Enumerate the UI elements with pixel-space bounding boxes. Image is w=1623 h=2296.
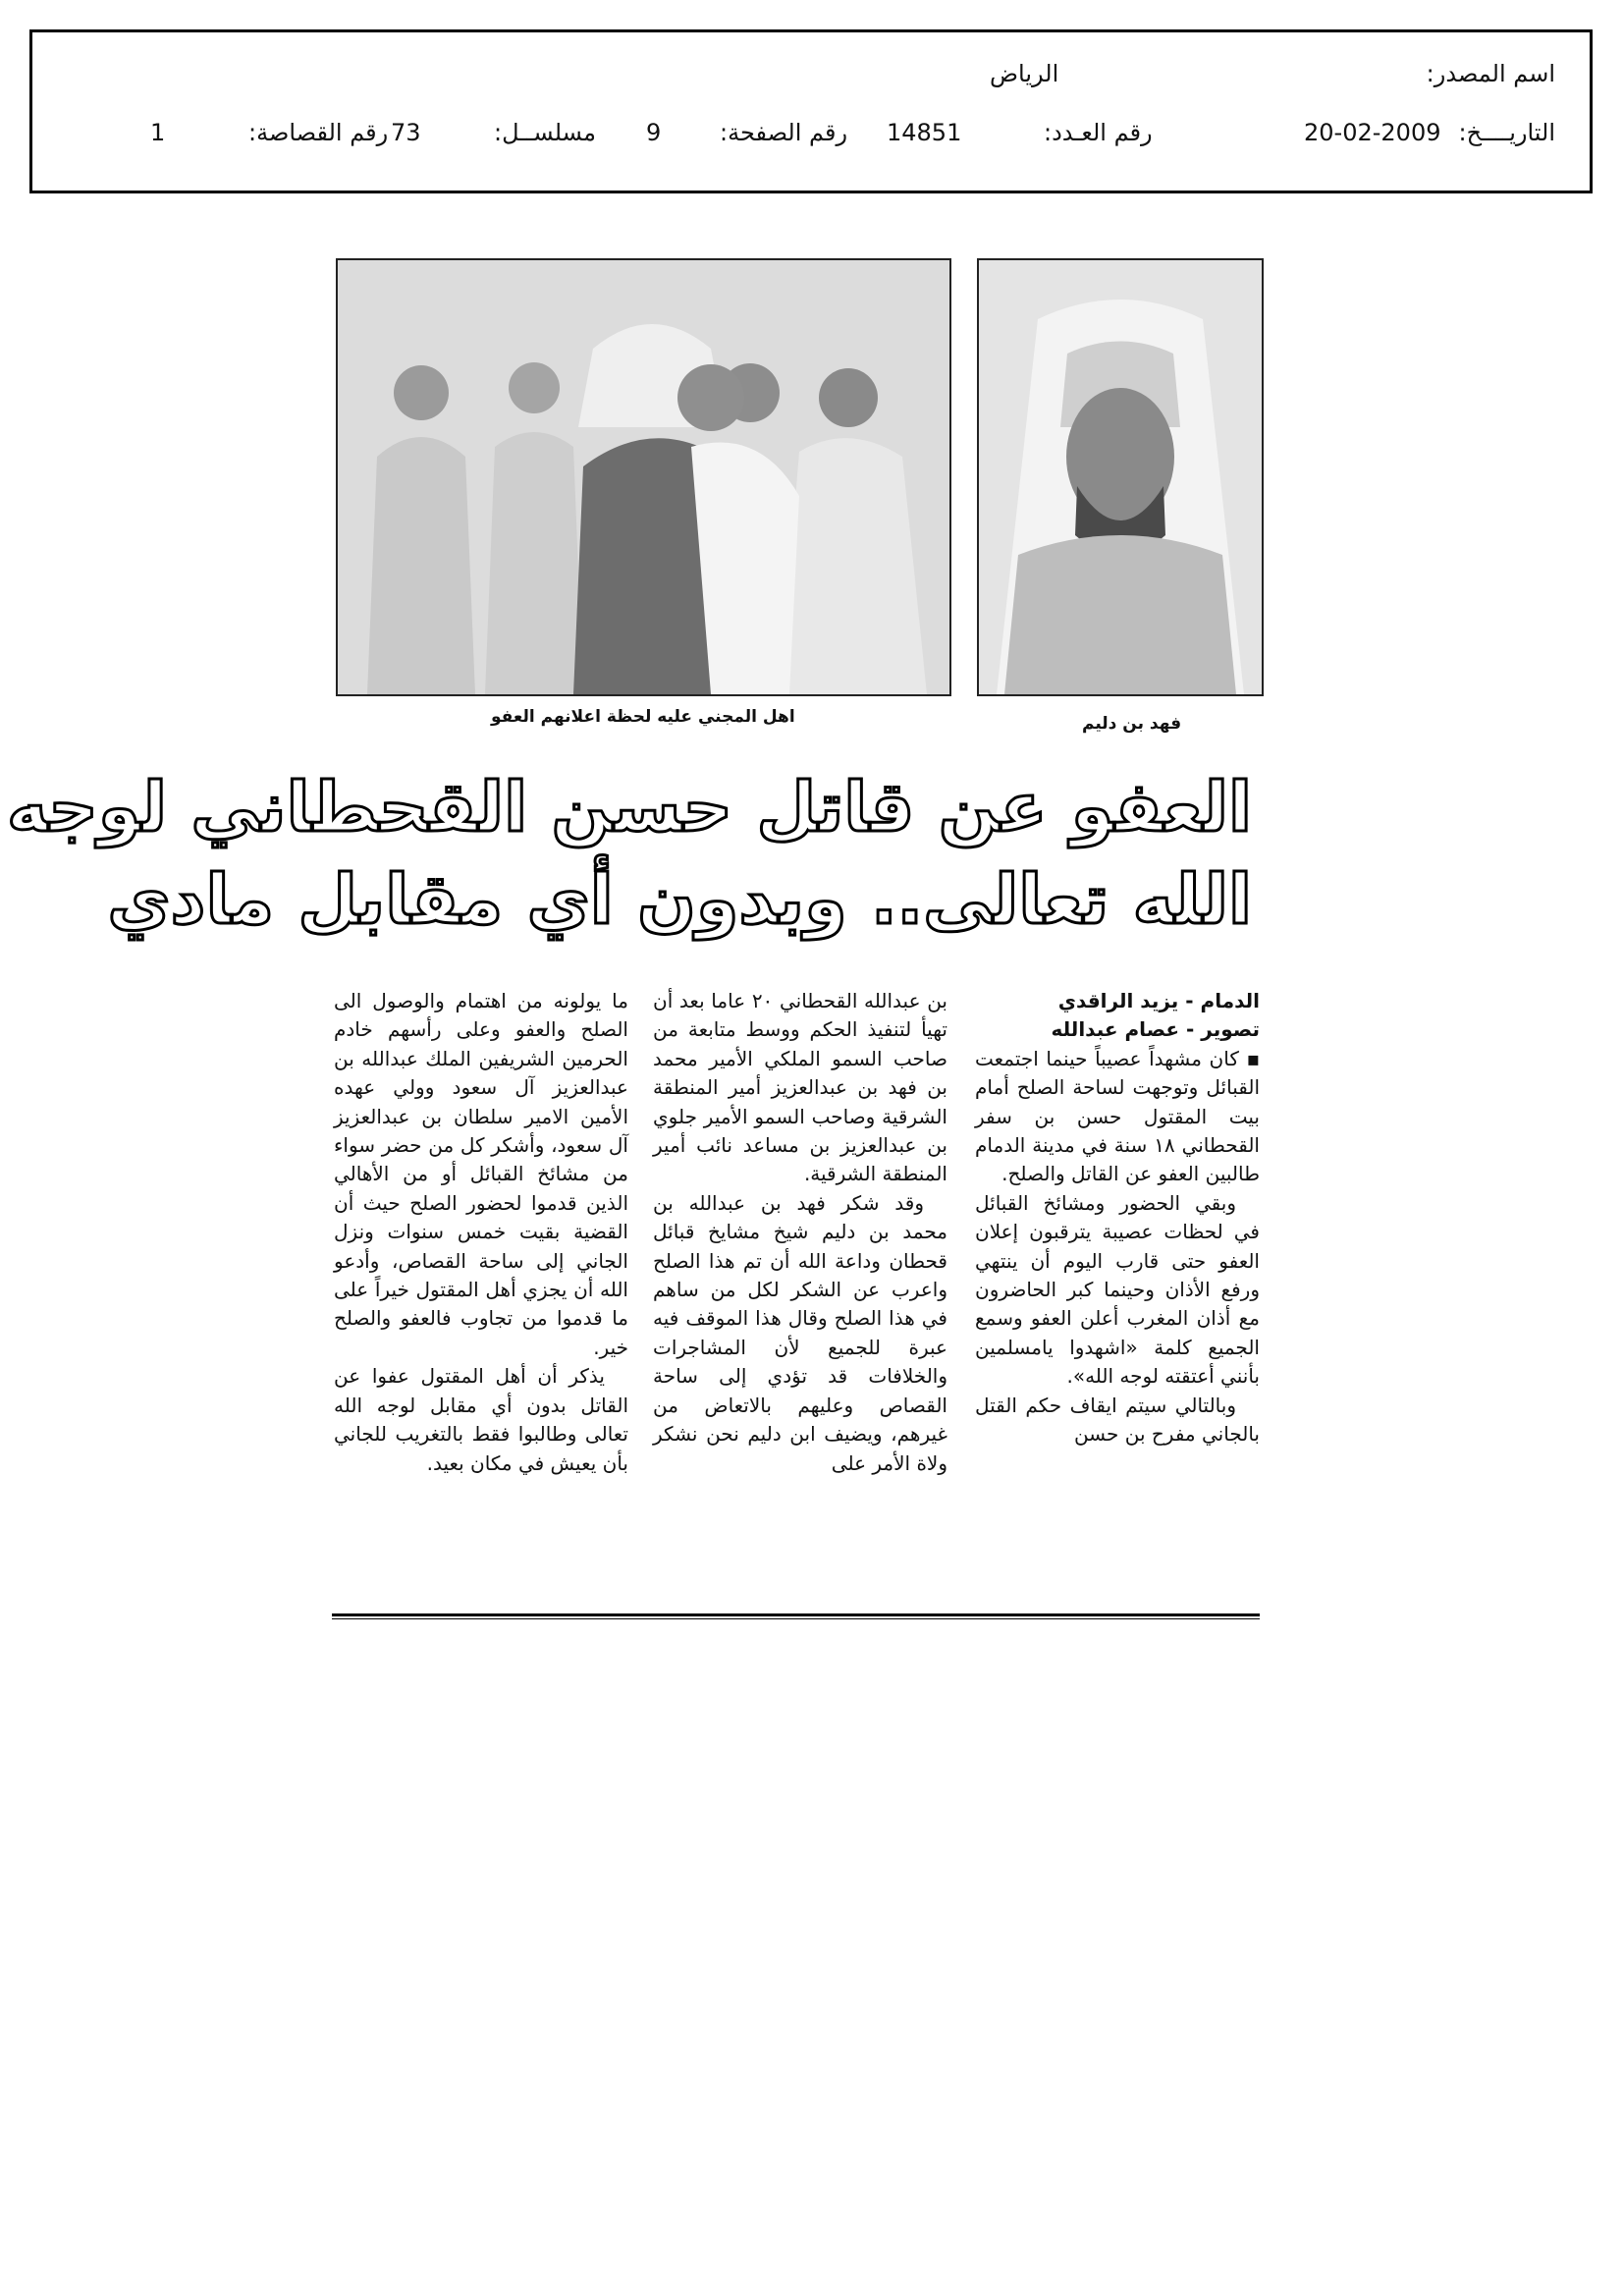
headline-line-2: الله تعالى.. وبدون أي مقابل مادي — [107, 859, 1252, 940]
source-value: الرياض — [990, 60, 1059, 87]
article-column-2 — [653, 987, 947, 1478]
page-label: رقم الصفحة: — [720, 119, 848, 146]
group-photo — [336, 258, 951, 696]
byline-reporter: الدمام - يزيد الراقدي — [1057, 989, 1260, 1012]
paragraph: ▪ كان مشهداً عصيباً حينما اجتمعت القبائل وتوجهت لساحة الصلح أمام بيت المقتول حسن بن سفر القحطاني ١٨ سنة في مدينة الدمام طالبين العفو عن القاتل والصلح. — [975, 1046, 1260, 1186]
serial-label: مسلســل: — [494, 119, 596, 146]
serial-value: 73 — [391, 119, 421, 146]
page-value: 9 — [646, 119, 662, 146]
source-header-box — [29, 29, 1593, 193]
portrait-photo — [977, 258, 1264, 696]
group-photo-caption: اهل المجني عليه لحظة اعلانهم العفو — [491, 707, 795, 727]
article-bottom-rule — [332, 1613, 1260, 1619]
issue-label: رقم العـدد: — [1044, 119, 1153, 146]
date-value: 20-02-2009 — [1304, 119, 1441, 146]
byline-photographer: تصوير - عصام عبدالله — [1051, 1017, 1260, 1042]
paragraph: ما يولونه من اهتمام والوصول الى الصلح والعفو وعلى رأسهم خادم الحرمين الشريفين الملك عبدالله بن عبدالعزيز آل سعود وولي عهده الأمين الامير سلطان بن عبدالعزيز آل سعود، وأشكر كل من حضر سواء من مشائخ القبائل أو من الأهالي الذين قدموا لحضور الصلح حيث أن القضية بقيت خمس سنوات ونزل الجاني إلى ساحة القصاص، وأدعو الله أن يجزي أهل المقتول خيراً على ما قدموا من تجاوب فالعفو والصلح خير. — [334, 989, 628, 1359]
paragraph: وبقي الحضور ومشائخ القبائل في لحظات عصيبة يترقبون إعلان العفو حتى قارب اليوم أن ينتهي ورفع الأذان وحينما كبر الحاضرون مع أذان المغرب أعلن العفو وسمع الجميع كلمة «اشهدوا يامسلمين بأنني أعتقته لوجه الله». — [975, 1190, 1260, 1389]
portrait-caption: فهد بن دليم — [1082, 714, 1182, 734]
clipping-value: 1 — [150, 119, 166, 146]
issue-value: 14851 — [887, 119, 962, 146]
article-column-1 — [975, 987, 1260, 1449]
paragraph: وقد شكر فهد بن عبدالله بن محمد بن دليم شيخ مشايخ قبائل قحطان وداعة الله أن تم هذا الصلح واعرب عن الشكر لكل من ساهم في هذا الصلح وقال هذا الموقف فيه عبرة للجميع لأن المشاجرات والخلافات قد تؤدي إلى ساحة القصاص وعليهم بالاتعاض من غيرهم، ويضيف ابن دليم نحن نشكر ولاة الأمر على — [653, 1190, 947, 1475]
clipping-label: رقم القصاصة: — [248, 119, 389, 146]
paragraph: يذكر أن أهل المقتول عفوا عن القاتل بدون أي مقابل لوجه الله تعالى وطالبوا فقط بالتغريب للجاني بأن يعيش في مكان بعيد. — [334, 1364, 628, 1475]
paragraph: بن عبدالله القحطاني ٢٠ عاما بعد أن تهيأ لتنفيذ الحكم ووسط متابعة من صاحب السمو الملكي الأمير محمد بن فهد بن عبدالعزيز أمير المنطقة الشرقية وصاحب السمو الأمير جلوي بن عبدالعزيز بن مساعد نائب أمير المنطقة الشرقية. — [653, 989, 947, 1186]
headline-line-1: العفو عن قاتل حسن القحطاني لوجه — [6, 767, 1252, 847]
article-column-3 — [334, 987, 628, 1478]
date-label: التاريــــخ: — [1458, 119, 1555, 146]
article-headline — [6, 761, 1252, 946]
source-label: اسم المصدر: — [1426, 60, 1555, 87]
paragraph: وبالتالي سيتم ايقاف حكم القتل بالجاني مفرح بن حسن — [975, 1393, 1260, 1447]
